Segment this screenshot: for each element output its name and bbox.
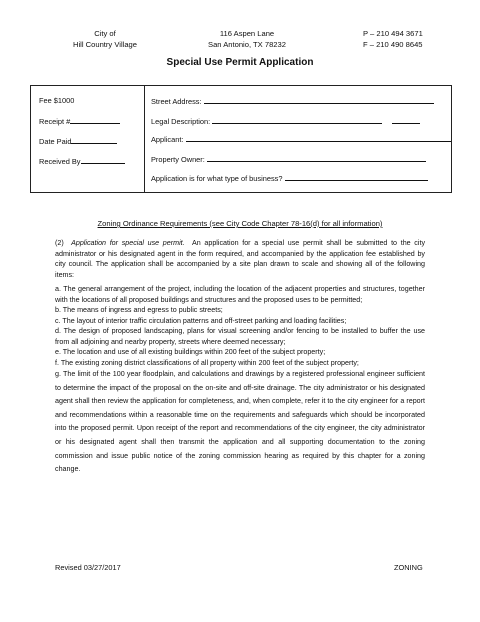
applicant-line[interactable] xyxy=(186,134,451,142)
form-column-divider xyxy=(144,86,145,192)
list-item: g. The limit of the 100 year floodplain, and calculations and drawings by a registered professional engineer sufficient to determine the impact of the proposal on the on-site and off-site drainage. The city administrator or his designated agent shall then review the application for completeness, and, when complete, refer it to the city engineer for a report and recommendations within a reasonable time on the requirements and safeguards which should be incorporated into the proposed permit. Upon receipt of the report and recommendations of the city engineer, the city administrator or his designated agent shall then transmit the application and all supporting documentation to the zoning commission and issue public notice of the zoning commission hearing as required by this chapter for a zoning change. xyxy=(55,370,425,474)
legal-description-field[interactable] xyxy=(151,116,420,126)
city-line-1: City of xyxy=(94,29,116,38)
list-item: a. The general arrangement of the project, including the location of the adjacent properties and structures, together with the locations of all proposed buildings and structures and the proposed uses to be permitted; xyxy=(55,285,425,304)
phone-number: P – 210 494 3671 xyxy=(363,29,423,38)
list-item: d. The design of proposed landscaping, plans for visual screening and/or fencing to be installed to buffer the use from all adjoining and nearby property, streets where deemed necessary; xyxy=(55,327,425,346)
receipt-label: Receipt # xyxy=(39,117,71,126)
intro-paragraph xyxy=(55,238,425,280)
contact-block xyxy=(363,28,433,50)
street-address-field[interactable] xyxy=(151,96,434,106)
legal-description-line[interactable] xyxy=(212,116,382,124)
fee-field xyxy=(39,96,74,105)
section-title: Zoning Ordinance Requirements (see City Code Chapter 78-16(d) for all information) xyxy=(97,219,383,228)
application-form-box xyxy=(30,85,452,193)
list-item: e. The location and use of all existing buildings within 200 feet of the subject property; xyxy=(55,348,326,356)
city-line-2: Hill Country Village xyxy=(72,40,137,49)
business-type-field[interactable] xyxy=(151,173,428,183)
business-type-line[interactable] xyxy=(285,173,428,181)
received-by-label: Received By xyxy=(39,157,81,166)
fax-number: F – 210 490 8645 xyxy=(363,40,423,49)
street-address-line[interactable] xyxy=(204,96,434,104)
footer-label: ZONING xyxy=(394,563,423,572)
applicant-label: Applicant: xyxy=(151,135,184,144)
intro-number: (2) xyxy=(55,239,64,247)
date-paid-label: Date Paid xyxy=(39,137,72,146)
business-type-label: Application is for what type of business? xyxy=(151,174,283,183)
street-address-label: Street Address: xyxy=(151,97,202,106)
receipt-line[interactable] xyxy=(70,116,120,124)
property-owner-label: Property Owner: xyxy=(151,155,205,164)
date-paid-line[interactable] xyxy=(71,136,117,144)
applicant-field[interactable] xyxy=(151,134,451,144)
list-item: b. The means of ingress and egress to public streets; xyxy=(55,306,223,314)
fee-label: Fee $1000 xyxy=(39,96,75,105)
requirements-text xyxy=(55,238,425,477)
list-item: f. The existing zoning district classifications of all property within 200 feet of the subject property; xyxy=(55,358,359,367)
receipt-field[interactable] xyxy=(39,116,120,126)
list-item: c. The layout of interior traffic circulation patterns and off-street parking and loading facilities; xyxy=(55,316,347,325)
date-paid-field[interactable] xyxy=(39,136,117,146)
property-owner-line[interactable] xyxy=(207,154,426,162)
intro-text: An application for a special use permit shall be submitted to the city administrator or his designated agent in the form required, and accompanied by the application fee established by city council. The application shall be accompanied by a site plan drawn to scale and showing all of the following items: xyxy=(55,239,426,279)
legal-description-line-2[interactable] xyxy=(392,116,420,124)
page-title: Special Use Permit Application xyxy=(166,57,314,68)
address-line-2: San Antonio, TX 78232 xyxy=(208,40,286,49)
received-by-line[interactable] xyxy=(81,156,125,164)
revised-date: Revised 03/27/2017 xyxy=(55,563,121,572)
address-block xyxy=(188,28,306,50)
city-name-block xyxy=(55,28,155,50)
intro-heading: Application for special use permit. xyxy=(71,239,185,247)
legal-description-label: Legal Description: xyxy=(151,117,211,126)
property-owner-field[interactable] xyxy=(151,154,426,164)
received-by-field[interactable] xyxy=(39,156,125,166)
address-line-1: 116 Aspen Lane xyxy=(219,29,275,38)
